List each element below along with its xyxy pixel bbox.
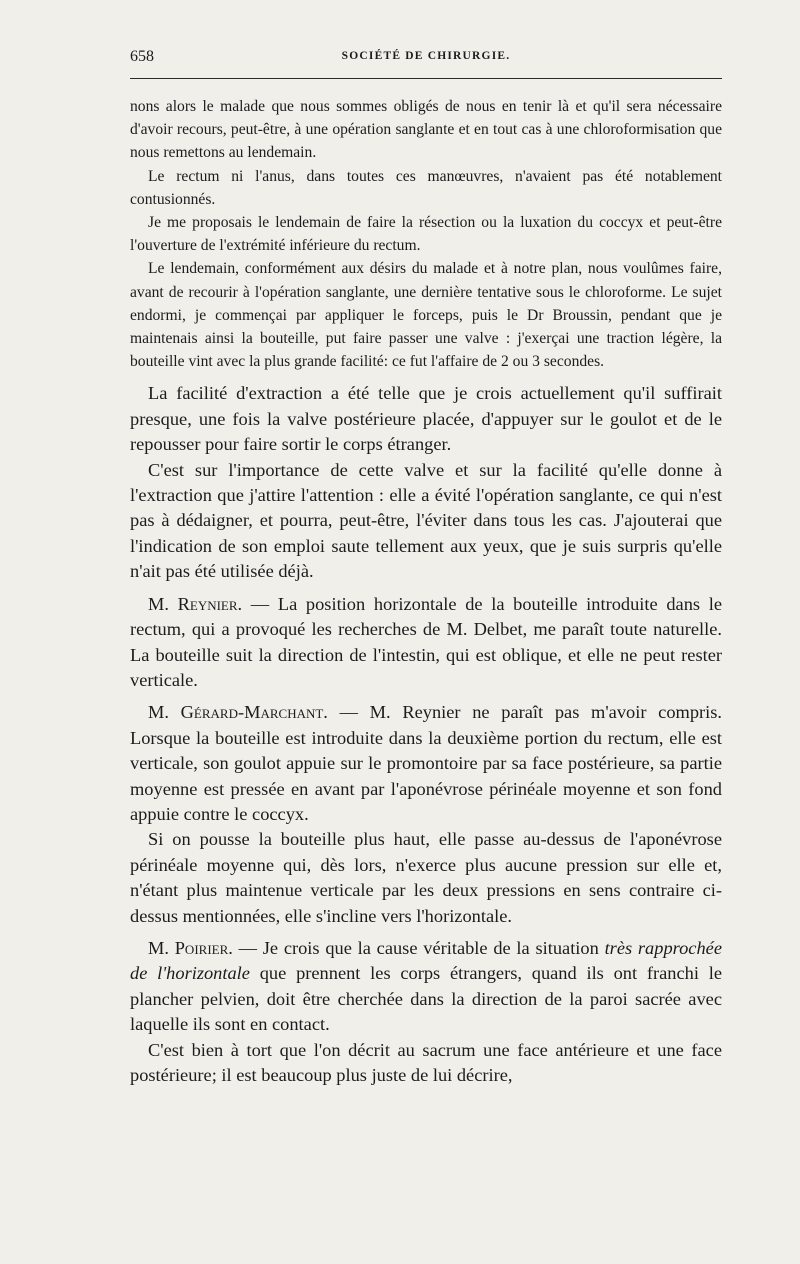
paragraph-poirier: [130, 936, 722, 1038]
header-rule: [130, 78, 722, 79]
page-header: [130, 40, 722, 64]
italic-phrase: très rapprochée de l'horizontale: [130, 937, 722, 984]
paragraph-gerard-marchant: [130, 700, 722, 827]
paragraph: Le lendemain, conformément aux désirs du malade et à notre plan, nous voulûmes faire, avant de recourir à l'opération sanglante, une dernière tentative sous le chloroforme. Le sujet endormi, je commençai par appliquer le forceps, puis le Dr Broussin, pendant que je maintenais ainsi la bouteille, put faire passer une valve : j'exerçai une traction légère, la bouteille vint avec la plus grande facilité: ce fut l'affaire de 2 ou 3 secondes.: [130, 260, 722, 371]
paragraph: La facilité d'extraction a été telle que je crois actuellement qu'il suffirait presque, une fois la valve postérieure placée, d'appuyer sur le goulot et de le repousser pour faire sortir le corps étranger.: [130, 383, 722, 455]
running-title: SOCIÉTÉ DE CHIRURGIE.: [341, 50, 511, 62]
book-page: [130, 40, 722, 1095]
speech-text: que prennent les corps étrangers, quand ils ont franchi le plancher pelvien, doit être cherchée dans la direction de la paroi sacrée avec laquelle ils sont en contact.: [130, 963, 723, 1035]
page-number: 658: [130, 48, 154, 65]
paragraph: Le rectum ni l'anus, dans toutes ces manœuvres, n'avaient pas été notablement contusionnés.: [130, 167, 722, 208]
paragraph-reynier: [130, 592, 722, 694]
paragraph: nons alors le malade que nous sommes obligés de nous en tenir là et qu'il sera nécessaire d'avoir recours, peut-être, à une opération sanglante et en tout cas à une chloroformisation que nous remettons au lendemain.: [130, 98, 722, 162]
paragraph: C'est bien à tort que l'on décrit au sacrum une face antérieure et une face postérieure; il est beaucoup plus juste de lui décrire,: [130, 1039, 722, 1085]
speech-text: — La position horizontale de la bouteille introduite dans le rectum, qui a provoqué les recherches de M. Delbet, me paraît toute naturelle. La bouteille suit la direction de l'intestin, qui est oblique, et elle ne peut rester verticale.: [130, 593, 722, 690]
speech-text: — M. Reynier ne paraît pas m'avoir compris. Lorsque la bouteille est introduite dans la deuxième portion du rectum, elle est verticale, son goulot appuie sur le promontoire par sa face postérieure, sa partie moyenne est pressée en avant par l'aponévrose périnéale moyenne et son fond appuie contre le coccyx.: [130, 702, 722, 824]
main-text-section: [130, 381, 722, 1088]
paragraph: Je me proposais le lendemain de faire la résection ou la luxation du coccyx et peut-être l'ouverture de l'extrémité inférieure du rectum.: [130, 214, 722, 255]
paragraph: Si on pousse la bouteille plus haut, elle passe au-dessus de l'aponévrose périnéale moyenne qui, dès lors, n'exerce plus aucune pression sur elle et, n'étant plus maintenue verticale par les deux pressions en sens contraire ci-dessus mentionnées, elle s'incline vers l'horizontale.: [130, 829, 722, 926]
speaker-name: M. Reynier.: [148, 593, 243, 614]
speaker-name: M. Poirier.: [148, 937, 233, 958]
speaker-name: M. Gérard-Marchant.: [148, 702, 328, 723]
small-print-section: [130, 95, 722, 373]
speech-text: — Je crois que la cause véritable de la situation: [232, 937, 605, 958]
paragraph: C'est sur l'importance de cette valve et sur la facilité qu'elle donne à l'extraction que j'attire l'attention : elle a évité l'opération sanglante, ce qui n'est pas à dédaigner, et pourra, peut-être, l'éviter dans tous les cas. J'ajouterai que l'indication de son emploi saute tellement aux yeux, que je suis surpris qu'elle n'ait pas été utilisée déjà.: [130, 459, 722, 582]
